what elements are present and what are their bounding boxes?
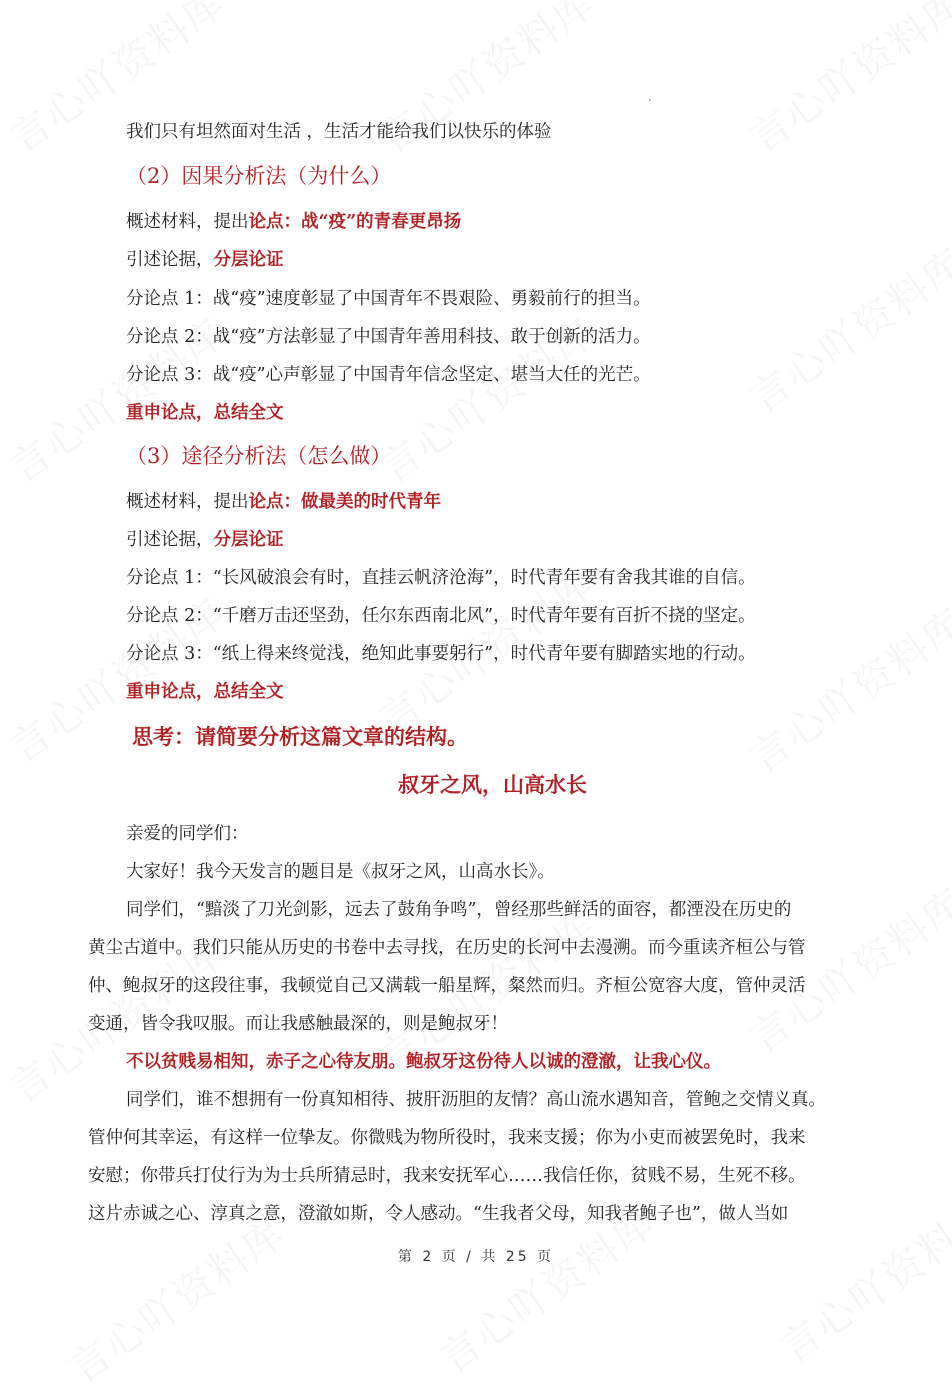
essay-highlight: 不以贫贱易相知，赤子之心待友朋。鲍叔牙这份待人以诚的澄澈，让我心仪。 <box>126 1052 721 1072</box>
sec2-evidence: 分层论证 <box>213 250 284 270</box>
essay-para1-line: 黄尘古道中。我们只能从历史的书卷中去寻找，在历史的长河中去漫溯。而今重读齐桓公与管 <box>88 938 806 958</box>
sec2-conclusion: 重申论点，总结全文 <box>126 403 284 423</box>
sec2-subpoint-1: 分论点 1：战“疫”速度彰显了中国青年不畏艰险、勇毅前行的担当。 <box>126 289 651 309</box>
sec3-evidence: 分层论证 <box>213 530 284 550</box>
page-number: 第 2 页 / 共 25 页 <box>397 1249 555 1265</box>
watermark <box>56 1203 295 1394</box>
stray-mark <box>649 99 651 101</box>
watermark <box>736 593 952 784</box>
essay-para2-line: 这片赤诚之心、淳真之意，澄澈如斯，令人感动。“生我者父母，知我者鲍子也”，做人当如 <box>88 1204 789 1224</box>
section-heading-causal: （2）因果分析法（为什么） <box>126 164 392 188</box>
essay-salutation: 亲爱的同学们： <box>126 824 249 844</box>
sec3-evidence-prefix: 引述论据， <box>126 530 214 550</box>
essay-para2-line: 同学们，谁不想拥有一份真知相待、披肝沥胆的友情？高山流水遇知音，管鲍之交情义真。 <box>126 1090 826 1110</box>
sec2-subpoint-2: 分论点 2：战“疫”方法彰显了中国青年善用科技、敢于创新的活力。 <box>126 327 651 347</box>
essay-para1-line: 仲、鲍叔牙的这段往事，我顿觉自己又满载一船星辉，粲然而归。齐桓公宽容大度，管仲灵活 <box>88 976 806 996</box>
essay-para2-line: 管仲何其幸运，有这样一位挚友。你微贱为物所役时，我来支援；你为小吏而被罢免时，我来 <box>88 1128 806 1148</box>
sec2-thesis: 论点：战“疫”的青春更昂扬 <box>248 212 462 232</box>
essay-para1-line: 变通，皆令我叹服。而让我感触最深的，则是鲍叔牙！ <box>88 1014 508 1034</box>
sec2-thesis-prefix: 概述材料，提出 <box>126 212 249 232</box>
sec2-thesis-line <box>126 210 461 234</box>
think-prompt: 思考：请简要分析这篇文章的结构。 <box>132 724 468 749</box>
essay-greeting: 大家好！我今天发言的题目是《叔牙之风，山高水长》。 <box>126 862 555 882</box>
sec3-subpoint-1: 分论点 1：“长风破浪会有时，直挂云帆济沧海”，时代青年要有舍我其谁的自信。 <box>126 568 756 588</box>
sec2-evidence-prefix: 引述论据， <box>126 250 214 270</box>
sec3-thesis: 论点：做最美的时代青年 <box>248 492 441 512</box>
watermark <box>766 1183 952 1374</box>
intro-line: 我们只有坦然面对生活 ，生活才能给我们以快乐的体验 <box>126 122 552 142</box>
sec3-subpoint-2: 分论点 2：“千磨万击还坚劲，任尔东西南北风”，时代青年要有百折不挠的坚定。 <box>126 606 756 626</box>
essay-title: 叔牙之风，山高水长 <box>398 772 587 797</box>
sec3-subpoint-3: 分论点 3：“纸上得来终觉浅，绝知此事要躬行”，时代青年要有脚踏实地的行动。 <box>126 644 756 664</box>
essay-para1-line: 同学们，“黯淡了刀光剑影，远去了鼓角争鸣”，曾经那些鲜活的面容，都湮没在历史的 <box>126 900 792 920</box>
watermark <box>736 233 952 424</box>
sec2-subpoint-3: 分论点 3：战“疫”心声彰显了中国青年信念坚定、堪当大任的光芒。 <box>126 365 651 385</box>
sec2-evidence-line <box>126 248 284 272</box>
sec3-thesis-line <box>126 490 441 514</box>
watermark <box>736 0 952 164</box>
sec3-evidence-line <box>126 528 284 552</box>
section-heading-approach: （3）途径分析法（怎么做） <box>126 444 392 468</box>
essay-para2-line: 安慰；你带兵打仗行为为士兵所猜忌时，我来安抚军心……我信任你，贫贱不易，生死不移。 <box>88 1166 806 1186</box>
sec3-conclusion: 重申论点，总结全文 <box>126 682 284 702</box>
sec3-thesis-prefix: 概述材料，提出 <box>126 492 249 512</box>
